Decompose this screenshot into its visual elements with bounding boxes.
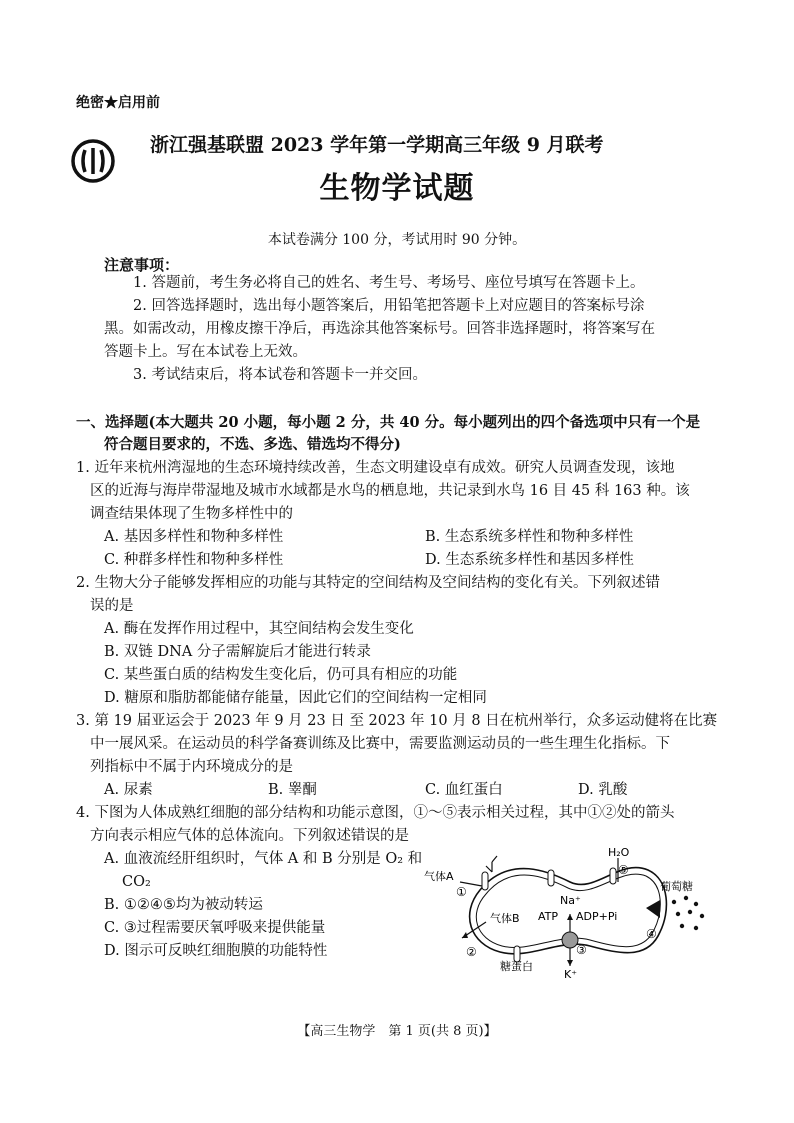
notice-line-1: 1. 答题前，考生务必将自己的姓名、考生号、考场号、座位号填写在答题卡上。 (133, 275, 645, 291)
page-footer: 【高三生物学 第 1 页(共 8 页)】 (297, 1024, 497, 1039)
channel-protein-1 (482, 872, 488, 890)
q4-option-a-line-2: CO₂ (122, 874, 151, 890)
q2-stem-line-1: 2. 生物大分子能够发挥相应的功能与其特定的空间结构及空间结构的变化有关。下列叙述错 (76, 575, 660, 591)
q2-option-b: B. 双链 DNA 分子需解旋后才能进行转录 (104, 644, 371, 660)
q3-option-d: D. 乳酸 (578, 782, 628, 798)
channel-protein-3 (610, 868, 616, 884)
q1-stem-line-3: 调查结果体现了生物多样性中的 (90, 506, 293, 522)
confidential-label: 绝密★启用前 (76, 95, 160, 111)
q1-option-b: B. 生态系统多样性和物种多样性 (425, 529, 634, 545)
q2-option-d: D. 糖原和脂肪都能储存能量，因此它们的空间结构一定相同 (104, 690, 487, 706)
subject-title: 生物学试题 (319, 171, 475, 206)
section-heading-line-2: 符合题目要求的，不选、多选、错选均不得分) (104, 436, 401, 453)
notice-line-2a: 2. 回答选择题时，选出每小题答案后，用铅笔把答题卡上对应题目的答案标号涂 (133, 298, 645, 314)
q3-option-b: B. 睾酮 (268, 782, 317, 798)
label-circle-4: ④ (646, 927, 657, 941)
label-h2o: H₂O (608, 846, 630, 859)
q1-option-d: D. 生态系统多样性和基因多样性 (425, 552, 634, 568)
notice-heading: 注意事项： (104, 256, 180, 274)
q4-option-d: D. 图示可反映红细胞膜的功能特性 (104, 943, 328, 959)
label-gas-b: 气体B (490, 912, 520, 925)
glycoprotein-top (486, 856, 497, 872)
q4-stem-line-1: 4. 下图为人体成熟红细胞的部分结构和功能示意图，①～⑤表示相关过程，其中①②处的箭头 (76, 805, 675, 821)
notice-line-2c: 答题卡上。写在本试卷上无效。 (104, 344, 307, 360)
q1-stem-line-2: 区的近海与海岸带湿地及城市水域都是水鸟的栖息地，共记录到水鸟 16 目 45 科 163 种。该 (90, 483, 690, 499)
q1-option-c: C. 种群多样性和物种多样性 (104, 552, 284, 568)
notice-line-3: 3. 考试结束后，将本试卷和答题卡一并交回。 (133, 367, 427, 383)
exam-info: 本试卷满分 100 分，考试用时 90 分钟。 (267, 232, 527, 248)
label-adp: ADP+Pi (576, 910, 618, 923)
label-circle-5: ⑤ (618, 863, 629, 877)
q4-option-a-line-1: A. 血液流经肝组织时，气体 A 和 B 分别是 O₂ 和 (104, 851, 423, 867)
section-heading-line-1: 一、选择题(本大题共 20 小题，每小题 2 分，共 40 分。每小题列出的四个备选项中只有一个是 (76, 414, 701, 431)
q3-stem-line-3: 列指标中不属于内环境成分的是 (90, 759, 293, 775)
label-glucose: 葡萄糖 (660, 880, 693, 893)
label-atp: ATP (538, 910, 559, 923)
exam-title: 浙江强基联盟 2023 学年第一学期高三年级 9 月联考 (150, 134, 604, 156)
q1-stem-line-1: 1. 近年来杭州湾湿地的生态环境持续改善，生态文明建设卓有成效。研究人员调查发现，该地 (76, 460, 675, 476)
q2-option-c: C. 某些蛋白质的结构发生变化后，仍可具有相应的功能 (104, 667, 458, 683)
label-glycoprotein: 糖蛋白 (500, 960, 533, 973)
label-circle-1: ① (456, 885, 467, 899)
q2-option-a: A. 酶在发挥作用过程中，其空间结构会发生变化 (104, 621, 414, 637)
glucose-dots (672, 896, 704, 930)
q3-stem-line-2: 中一展风采。在运动员的科学备赛训练及比赛中，需要监测运动员的一些生理生化指标。下 (90, 736, 670, 752)
q4-option-c: C. ③过程需要厌氧呼吸来提供能量 (104, 920, 326, 936)
q3-stem-line-1: 3. 第 19 届亚运会于 2023 年 9 月 23 日 至 2023 年 10 月 8 日在杭州举行，众多运动健将在比赛 (76, 713, 718, 729)
label-circle-3: ③ (576, 943, 587, 957)
q4-stem-line-2: 方向表示相应气体的总体流向。下列叙述错误的是 (90, 828, 409, 844)
notice-line-2b: 黑。如需改动，用橡皮擦干净后，再选涂其他答案标号。回答非选择题时，将答案写在 (104, 321, 655, 337)
label-circle-2: ② (466, 945, 477, 959)
q3-option-a: A. 尿素 (104, 782, 153, 798)
q2-stem-line-2: 误的是 (90, 598, 134, 614)
label-k: K⁺ (564, 968, 578, 981)
label-na: Na⁺ (560, 894, 581, 907)
q3-option-c: C. 血红蛋白 (425, 782, 503, 798)
channel-protein-2 (548, 870, 554, 886)
q4-option-b: B. ①②④⑤均为被动转运 (104, 897, 263, 913)
glucose-transporter (646, 900, 660, 918)
label-gas-a: 气体A (424, 870, 454, 883)
q1-option-a: A. 基因多样性和物种多样性 (104, 529, 284, 545)
red-blood-cell-diagram (420, 842, 710, 982)
